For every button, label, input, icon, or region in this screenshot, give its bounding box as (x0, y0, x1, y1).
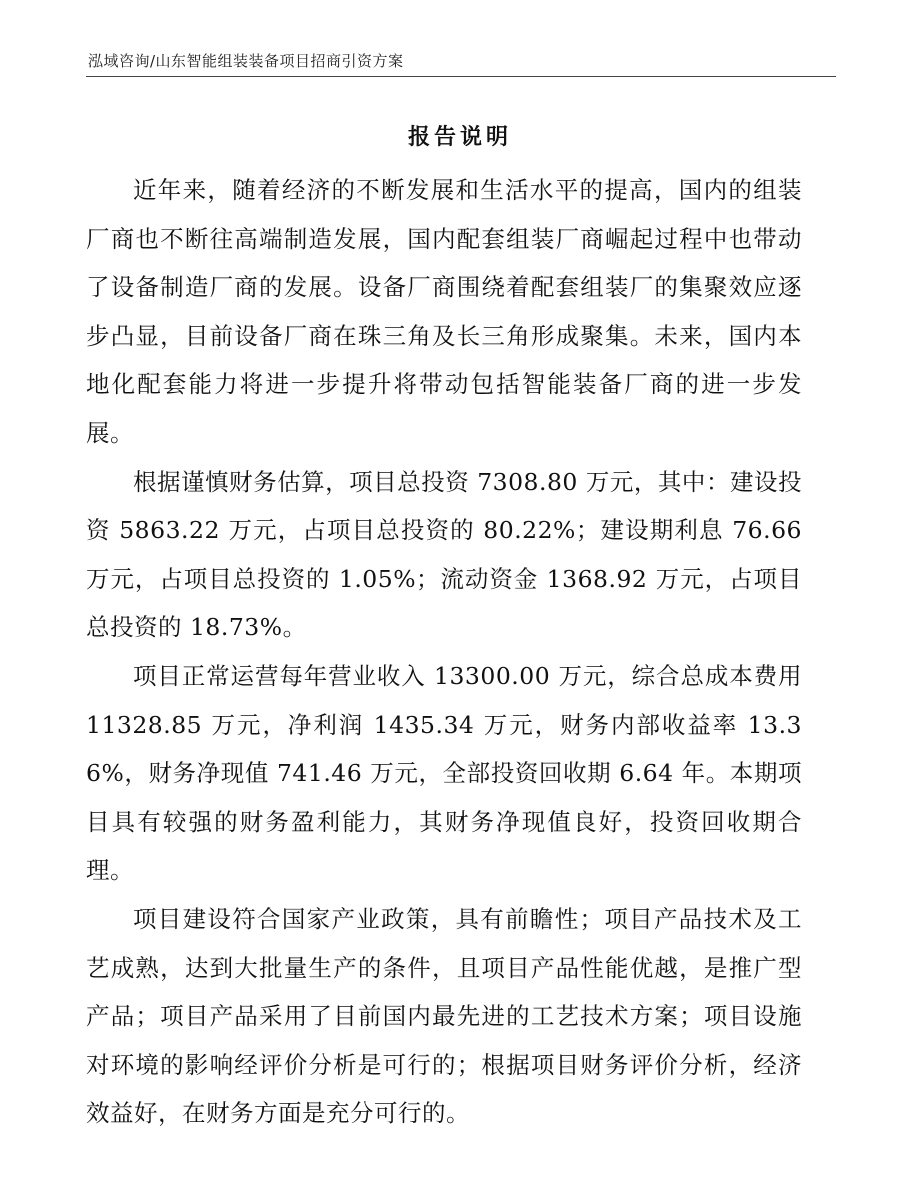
paragraph-revenue: 项目正常运营每年营业收入 13300.00 万元，综合总成本费用 11328.85 万元，净利润 1435.34 万元，财务内部收益率 13.36%，财务净现值 741.46 万元，全部投资回收期 6.64 年。本期项目具有较强的财务盈利能力，其财务净现值良好，投资回收期合理。 (86, 661, 802, 885)
paragraph-background: 近年来，随着经济的不断发展和生活水平的提高，国内的组装厂商也不断往高端制造发展，国内配套组装厂商崛起过程中也带动了设备制造厂商的发展。设备厂商围绕着配套组装厂的集聚效应逐步凸显，目前设备厂商在珠三角及长三角形成聚集。未来，国内本地化配套能力将进一步提升将带动包括智能装备厂商的进一步发展。 (86, 176, 802, 447)
paragraph-conclusion: 项目建设符合国家产业政策，具有前瞻性；项目产品技术及工艺成熟，达到大批量生产的条件，且项目产品性能优越，是推广型产品；项目产品采用了目前国内最先进的工艺技术方案；项目设施对环境的影响经评价分析是可行的；根据项目财务评价分析，经济效益好，在财务方面是充分可行的。 (86, 904, 802, 1128)
header-divider (86, 76, 836, 77)
running-header: 泓域咨询/山东智能组装装备项目招商引资方案 (88, 52, 404, 70)
body-text (86, 166, 802, 1138)
paragraph-investment: 根据谨慎财务估算，项目总投资 7308.80 万元，其中：建设投资 5863.22 万元，占项目总投资的 80.22%；建设期利息 76.66 万元，占项目总投资的 1.05%；流动资金 1368.92 万元，占项目总投资的 18.73%。 (86, 467, 802, 642)
page-title: 报告说明 (407, 125, 512, 150)
